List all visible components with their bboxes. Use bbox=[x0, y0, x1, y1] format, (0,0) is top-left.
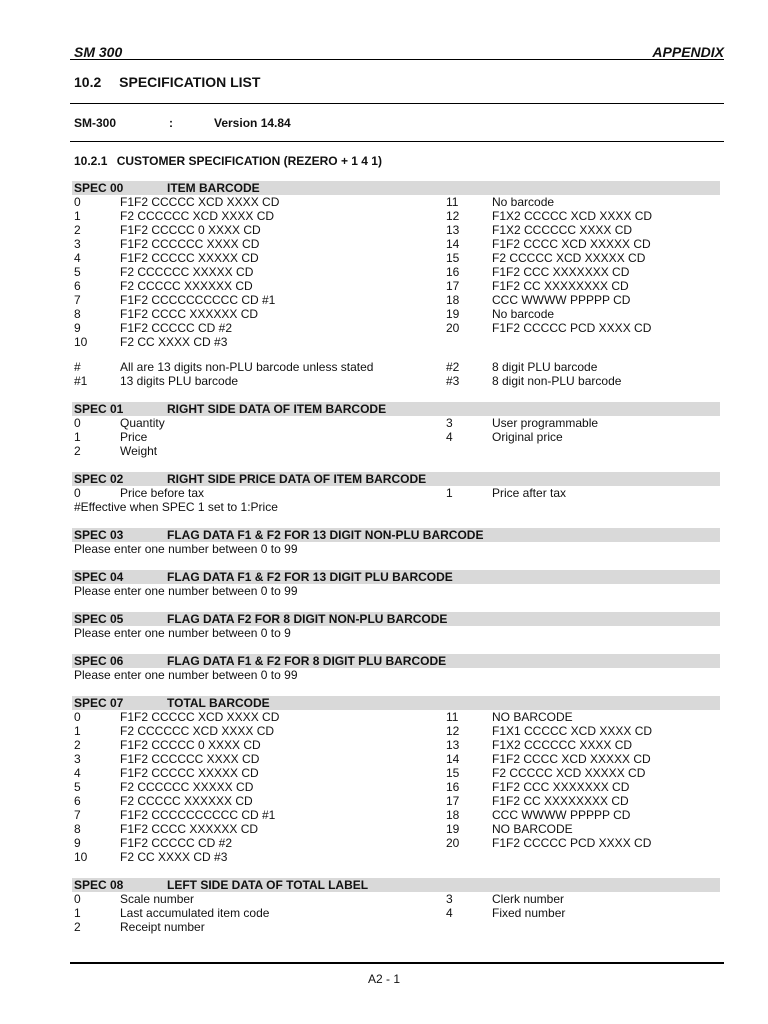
option-code: 9 bbox=[74, 321, 81, 335]
spec07-option bbox=[0, 710, 768, 724]
option-code: 0 bbox=[74, 892, 81, 906]
option-text: F1F2 CCCCCC XXXX CD bbox=[120, 237, 260, 251]
option-code: 4 bbox=[446, 906, 453, 920]
spec00-header bbox=[72, 181, 720, 195]
option-text: F1F2 CCC XXXXXXX CD bbox=[492, 780, 630, 794]
header-model: SM 300 bbox=[74, 44, 123, 60]
spec07-option bbox=[0, 822, 768, 836]
option-text: F2 CCCCCC XCD XXXX CD bbox=[120, 724, 275, 738]
option-code: 3 bbox=[74, 752, 81, 766]
option-text: Clerk number bbox=[492, 892, 565, 906]
option-text: User programmable bbox=[492, 416, 599, 430]
spec00-option bbox=[0, 307, 768, 321]
option-text: No barcode bbox=[492, 195, 555, 209]
option-text: F1F2 CCCCC XXXXX CD bbox=[120, 766, 259, 780]
option-text: 13 digits PLU barcode bbox=[120, 374, 239, 388]
option-code: #3 bbox=[446, 374, 460, 388]
spec08-title: LEFT SIDE DATA OF TOTAL LABEL bbox=[167, 878, 369, 892]
spec06-title: FLAG DATA F1 & F2 FOR 8 DIGIT PLU BARCODE bbox=[167, 654, 447, 668]
option-code: 7 bbox=[74, 808, 81, 822]
option-code: 1 bbox=[74, 906, 81, 920]
spec03-header bbox=[72, 528, 720, 542]
option-code: 16 bbox=[446, 265, 460, 279]
option-code: 5 bbox=[74, 780, 81, 794]
spec00-option bbox=[0, 293, 768, 307]
spec01-option bbox=[0, 430, 768, 444]
option-code: 18 bbox=[446, 808, 460, 822]
option-code: 2 bbox=[74, 920, 81, 934]
spec04-number: SPEC 04 bbox=[74, 570, 124, 584]
spec02-header bbox=[72, 472, 720, 486]
spec00-note-option bbox=[0, 360, 768, 374]
spec05-text: Please enter one number between 0 to 9 bbox=[74, 626, 291, 640]
option-text: F2 CC XXXX CD #3 bbox=[120, 850, 228, 864]
spec07-option bbox=[0, 738, 768, 752]
option-text: No barcode bbox=[492, 307, 555, 321]
subsection-number: 10.2.1 bbox=[74, 154, 108, 168]
option-text: F1F2 CCCC XXXXXX CD bbox=[120, 307, 259, 321]
option-text: Quantity bbox=[120, 416, 165, 430]
option-code: 10 bbox=[74, 335, 88, 349]
spec07-number: SPEC 07 bbox=[74, 696, 124, 710]
option-code: 7 bbox=[74, 293, 81, 307]
option-text: Fixed number bbox=[492, 906, 566, 920]
spec02-note-text: #Effective when SPEC 1 set to 1:Price bbox=[74, 500, 278, 514]
spec07-option bbox=[0, 794, 768, 808]
option-text: CCC WWWW PPPPP CD bbox=[492, 808, 631, 822]
spec05-header bbox=[72, 612, 720, 626]
section-number: 10.2 bbox=[74, 74, 102, 90]
option-code: 12 bbox=[446, 724, 460, 738]
spec07-option bbox=[0, 724, 768, 738]
spec05-number: SPEC 05 bbox=[74, 612, 124, 626]
option-code: 9 bbox=[74, 836, 81, 850]
option-text: F2 CC XXXX CD #3 bbox=[120, 335, 228, 349]
section-name: SPECIFICATION LIST bbox=[119, 74, 261, 90]
spec04-header bbox=[72, 570, 720, 584]
option-text: Price after tax bbox=[492, 486, 567, 500]
option-code: 3 bbox=[446, 892, 453, 906]
option-text: F1F2 CCCCC PCD XXXX CD bbox=[492, 836, 652, 850]
version-separator: : bbox=[169, 116, 173, 130]
spec00-option bbox=[0, 223, 768, 237]
option-text: Price before tax bbox=[120, 486, 205, 500]
option-text: Scale number bbox=[120, 892, 195, 906]
spec00-title: ITEM BARCODE bbox=[167, 181, 260, 195]
option-code: 0 bbox=[74, 710, 81, 724]
option-code: 11 bbox=[446, 195, 459, 209]
option-text: Original price bbox=[492, 430, 563, 444]
option-text: F2 CCCCC XXXXXX CD bbox=[120, 794, 253, 808]
subsection-title bbox=[74, 154, 382, 168]
option-code: 1 bbox=[74, 724, 81, 738]
version-rule bbox=[70, 141, 724, 142]
option-code: 10 bbox=[74, 850, 88, 864]
option-code: 15 bbox=[446, 251, 460, 265]
option-text: F1F2 CCCC XCD XXXXX CD bbox=[492, 237, 651, 251]
option-code: 4 bbox=[74, 766, 81, 780]
spec07-option bbox=[0, 808, 768, 822]
header-appendix: APPENDIX bbox=[652, 44, 724, 60]
option-text: F1F2 CCCCC CD #2 bbox=[120, 321, 233, 335]
version-number: Version 14.84 bbox=[214, 116, 291, 130]
option-code: #1 bbox=[74, 374, 88, 388]
spec00-option bbox=[0, 279, 768, 293]
option-code: 2 bbox=[74, 444, 81, 458]
option-code: 18 bbox=[446, 293, 460, 307]
option-code: 14 bbox=[446, 237, 460, 251]
spec03-number: SPEC 03 bbox=[74, 528, 124, 542]
spec07-option bbox=[0, 752, 768, 766]
option-code: 8 bbox=[74, 307, 81, 321]
spec00-option bbox=[0, 265, 768, 279]
option-code: 17 bbox=[446, 794, 460, 808]
spec02-number: SPEC 02 bbox=[74, 472, 124, 486]
spec03-text: Please enter one number between 0 to 99 bbox=[74, 542, 298, 556]
option-code: 6 bbox=[74, 279, 81, 293]
option-text: F1F2 CCCCC XCD XXXX CD bbox=[120, 195, 280, 209]
footer-rule bbox=[70, 962, 724, 964]
option-text: F1F2 CCCCCCCCCC CD #1 bbox=[120, 808, 276, 822]
option-text: Last accumulated item code bbox=[120, 906, 270, 920]
spec05-title: FLAG DATA F2 FOR 8 DIGIT NON-PLU BARCODE bbox=[167, 612, 448, 626]
option-code: 0 bbox=[74, 195, 81, 209]
option-text: F1F2 CCCCC 0 XXXX CD bbox=[120, 738, 261, 752]
option-text: F1X2 CCCCCC XXXX CD bbox=[492, 223, 633, 237]
spec02-option bbox=[0, 486, 768, 500]
option-code: 2 bbox=[74, 223, 81, 237]
option-code: 6 bbox=[74, 794, 81, 808]
option-code: 20 bbox=[446, 836, 460, 850]
option-code: 13 bbox=[446, 738, 460, 752]
option-code: 5 bbox=[74, 265, 81, 279]
option-text: Receipt number bbox=[120, 920, 205, 934]
header-rule bbox=[70, 59, 724, 60]
spec07-header bbox=[72, 696, 720, 710]
option-text: F1F2 CCCC XCD XXXXX CD bbox=[492, 752, 651, 766]
option-code: 8 bbox=[74, 822, 81, 836]
option-text: F2 CCCCC XCD XXXXX CD bbox=[492, 251, 646, 265]
option-code: 3 bbox=[74, 237, 81, 251]
option-text: F1F2 CCCCC XXXXX CD bbox=[120, 251, 259, 265]
option-text: F2 CCCCCC XCD XXXX CD bbox=[120, 209, 275, 223]
option-text: F1F2 CCCC XXXXXX CD bbox=[120, 822, 259, 836]
option-code: 20 bbox=[446, 321, 460, 335]
option-text: F1F2 CCCCCC XXXX CD bbox=[120, 752, 260, 766]
option-text: F1F2 CCC XXXXXXX CD bbox=[492, 265, 630, 279]
option-text: NO BARCODE bbox=[492, 822, 573, 836]
option-code: 16 bbox=[446, 780, 460, 794]
spec07-title: TOTAL BARCODE bbox=[167, 696, 270, 710]
spec02-title: RIGHT SIDE PRICE DATA OF ITEM BARCODE bbox=[167, 472, 427, 486]
option-text: F2 CCCCC XCD XXXXX CD bbox=[492, 766, 646, 780]
option-text: 8 digit PLU barcode bbox=[492, 360, 598, 374]
option-text: F1F2 CCCCC 0 XXXX CD bbox=[120, 223, 261, 237]
spec00-option bbox=[0, 335, 768, 349]
spec06-text: Please enter one number between 0 to 99 bbox=[74, 668, 298, 682]
spec00-note-option bbox=[0, 374, 768, 388]
subsection-name: CUSTOMER SPECIFICATION (REZERO + 1 4 1) bbox=[116, 154, 382, 168]
spec08-header bbox=[72, 878, 720, 892]
spec06-number: SPEC 06 bbox=[74, 654, 124, 668]
option-text: F1F2 CC XXXXXXXX CD bbox=[492, 794, 629, 808]
spec08-option bbox=[0, 920, 768, 934]
option-text: F2 CCCCC XXXXXX CD bbox=[120, 279, 253, 293]
option-code: 3 bbox=[446, 416, 453, 430]
spec08-option bbox=[0, 892, 768, 906]
spec04-text: Please enter one number between 0 to 99 bbox=[74, 584, 298, 598]
spec01-option bbox=[0, 444, 768, 458]
option-text: F1F2 CCCCC CD #2 bbox=[120, 836, 233, 850]
spec00-option bbox=[0, 195, 768, 209]
spec01-option bbox=[0, 416, 768, 430]
spec08-option bbox=[0, 906, 768, 920]
option-code: 13 bbox=[446, 223, 460, 237]
option-text: F1X2 CCCCCC XXXX CD bbox=[492, 738, 633, 752]
version-model: SM-300 bbox=[74, 116, 117, 130]
option-text: All are 13 digits non-PLU barcode unless stated bbox=[120, 360, 374, 374]
option-code: 0 bbox=[74, 416, 81, 430]
spec00-number: SPEC 00 bbox=[74, 181, 124, 195]
option-code: 19 bbox=[446, 307, 460, 321]
option-code: #2 bbox=[446, 360, 460, 374]
option-code: 0 bbox=[74, 486, 81, 500]
option-text: Weight bbox=[120, 444, 158, 458]
option-code: 1 bbox=[74, 430, 81, 444]
option-code: 4 bbox=[446, 430, 453, 444]
option-text: F1X1 CCCCC XCD XXXX CD bbox=[492, 724, 653, 738]
option-text: F2 CCCCCC XXXXX CD bbox=[120, 265, 254, 279]
option-text: F1X2 CCCCC XCD XXXX CD bbox=[492, 209, 653, 223]
spec00-option bbox=[0, 209, 768, 223]
spec07-option bbox=[0, 850, 768, 864]
option-text: F2 CCCCCC XXXXX CD bbox=[120, 780, 254, 794]
option-code: 4 bbox=[74, 251, 81, 265]
spec08-number: SPEC 08 bbox=[74, 878, 124, 892]
spec07-option bbox=[0, 780, 768, 794]
option-code: 12 bbox=[446, 209, 460, 223]
option-code: 19 bbox=[446, 822, 460, 836]
option-text: 8 digit non-PLU barcode bbox=[492, 374, 622, 388]
spec06-header bbox=[72, 654, 720, 668]
spec00-option bbox=[0, 251, 768, 265]
option-code: 17 bbox=[446, 279, 460, 293]
option-code: 14 bbox=[446, 752, 460, 766]
option-text: CCC WWWW PPPPP CD bbox=[492, 293, 631, 307]
option-code: # bbox=[74, 360, 81, 374]
spec07-option bbox=[0, 766, 768, 780]
page-number: A2 - 1 bbox=[367, 972, 400, 986]
option-text: Price bbox=[120, 430, 148, 444]
option-text: F1F2 CCCCC XCD XXXX CD bbox=[120, 710, 280, 724]
option-code: 15 bbox=[446, 766, 460, 780]
spec01-title: RIGHT SIDE DATA OF ITEM BARCODE bbox=[167, 402, 387, 416]
option-text: F1F2 CCCCCCCCCC CD #1 bbox=[120, 293, 276, 307]
spec07-option bbox=[0, 836, 768, 850]
option-code: 11 bbox=[446, 710, 459, 724]
spec04-title: FLAG DATA F1 & F2 FOR 13 DIGIT PLU BARCODE bbox=[167, 570, 453, 584]
section-title bbox=[74, 74, 260, 90]
spec00-option bbox=[0, 321, 768, 335]
option-code: 2 bbox=[74, 738, 81, 752]
spec00-option bbox=[0, 237, 768, 251]
section-rule bbox=[70, 103, 724, 104]
spec03-title: FLAG DATA F1 & F2 FOR 13 DIGIT NON-PLU BARCODE bbox=[167, 528, 484, 542]
option-text: NO BARCODE bbox=[492, 710, 573, 724]
spec01-header bbox=[72, 402, 720, 416]
spec01-number: SPEC 01 bbox=[74, 402, 124, 416]
option-text: F1F2 CC XXXXXXXX CD bbox=[492, 279, 629, 293]
option-code: 1 bbox=[74, 209, 81, 223]
option-text: F1F2 CCCCC PCD XXXX CD bbox=[492, 321, 652, 335]
option-code: 1 bbox=[446, 486, 453, 500]
